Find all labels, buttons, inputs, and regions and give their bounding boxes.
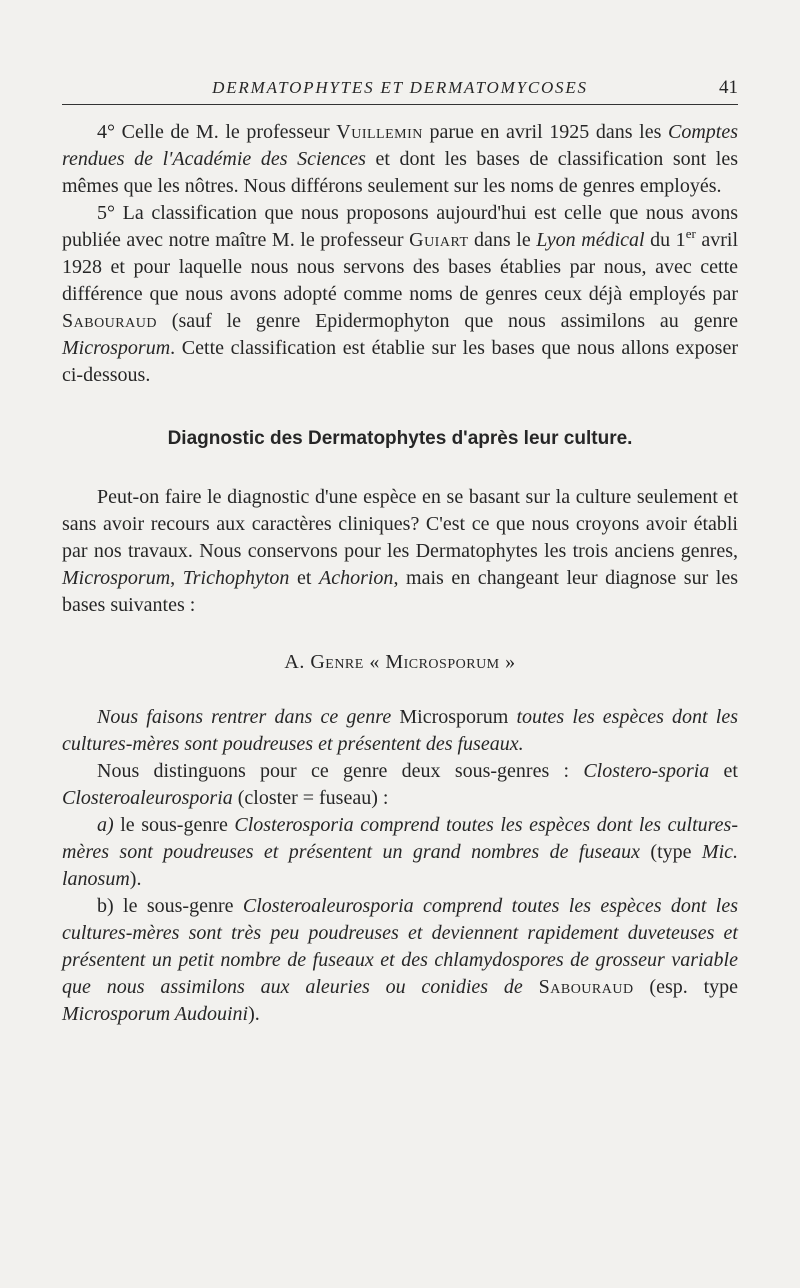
text-run: le sous-genre	[113, 814, 235, 836]
ordinal-superscript: er	[685, 226, 696, 241]
page-header	[62, 74, 738, 105]
author-name: Sabouraud	[538, 976, 634, 998]
genus-name: Achorion	[319, 567, 394, 589]
text-run: . Cette classification est établie sur les bases que nous allons exposer ci-dessous.	[62, 337, 738, 386]
text-run: et	[709, 760, 738, 782]
body-text	[62, 119, 738, 1028]
text-run: ).	[248, 1003, 260, 1025]
section-heading: Diagnostic des Dermatophytes d'après leur culture.	[167, 428, 633, 449]
text-run: parue en avril 1925 dans les	[422, 121, 668, 143]
page-number: 41	[719, 77, 738, 98]
text-run: 4° Celle de M. le professeur	[97, 121, 337, 143]
genus-heading: A. Genre « Microsporum »	[284, 651, 516, 673]
journal-title: Lyon médical	[536, 229, 645, 251]
italic-run: Closteroaleurosporia comprend toutes les espèces dont les cultures-mères sont très peu poudreuses et deviennent rapidement duveteuses et présentent un petit nombre de fuseaux et des chlamydospores de grosseur variable que nous assimilons aux aleuries ou conidies de	[62, 895, 739, 998]
italic-run: Nous faisons rentrer dans ce genre	[97, 706, 392, 728]
species-name: Mic. lanosum	[62, 841, 738, 890]
italic-run: Closterosporia comprend toutes les espèces dont les cultures-mères sont poudreuses et présentent un grand nombres de fuseaux	[62, 814, 738, 863]
author-name: Sabouraud	[62, 310, 157, 332]
text-run: ).	[129, 868, 142, 890]
list-marker: a)	[97, 814, 114, 836]
genus-name: Microsporum	[62, 567, 171, 589]
genus-name: Microsporum	[62, 337, 171, 359]
text-run: Peut-on faire le diagnostic d'une espèce en se basant sur la culture seulement et sans avoir recours aux caractères cliniques? C'est ce que nous croyons avoir établi par nos travaux. Nous conservons pour les Dermatophytes les trois anciens genres,	[62, 486, 738, 562]
text-run: (sauf le genre Epidermophyton que nous assimilons au genre	[156, 310, 738, 332]
paragraph-microsporum-definition	[62, 704, 738, 758]
subgenus-name: Closteroaleurosporia	[62, 787, 233, 809]
text-run: dans le	[468, 229, 537, 251]
paragraph-classification	[62, 200, 738, 389]
paragraph-closteroaleurosporia	[62, 893, 738, 1028]
text-run	[523, 976, 539, 998]
text-run: (esp. type	[633, 976, 739, 998]
text-run: Microsporum	[391, 706, 517, 728]
paragraph-diagnostic	[62, 484, 738, 619]
text-run: , mais en changeant leur diagnose sur les bases suivantes :	[62, 567, 739, 616]
author-name: Vuillemin	[336, 121, 423, 143]
text-run: du 1	[644, 229, 686, 251]
subgenus-name: Clostero-sporia	[583, 760, 710, 782]
text-run: Nous distinguons pour ce genre deux sous-genres :	[97, 760, 584, 782]
italic-run: toutes les espèces dont les cultures-mères sont poudreuses et présentent des fuseaux.	[62, 706, 738, 755]
running-title: DERMATOPHYTES ET DERMATOMYCOSES	[212, 78, 588, 97]
paragraph-closterosporia	[62, 812, 738, 893]
text-run: ,	[170, 567, 183, 589]
text-run: 5° La classification que nous proposons aujourd'hui est celle que nous avons publiée avec notre maître M. le professeur	[62, 202, 738, 251]
text-run: et	[289, 567, 319, 589]
text-run: (type	[640, 841, 702, 863]
journal-title: Comptes rendues de l'Académie des Sciences	[62, 121, 738, 170]
text-run: et dont les bases de classification sont les mêmes que les nôtres. Nous différons seulement sur les noms de genres employés.	[62, 148, 738, 197]
author-name: Guiart	[409, 229, 469, 251]
text-run: (closter = fuseau) :	[232, 787, 389, 809]
text-run: b) le sous-genre	[97, 895, 243, 917]
genus-name: Trichophyton	[182, 567, 290, 589]
text-run: avril 1928 et pour laquelle nous nous servons des bases établies par nous, avec cette différence que nous avons adopté comme noms de genres ceux déjà employés par	[62, 229, 739, 305]
species-name: Microsporum Audouini	[62, 1003, 249, 1025]
paragraph-subgenera	[62, 758, 738, 812]
paragraph-vuillemin	[62, 119, 738, 200]
